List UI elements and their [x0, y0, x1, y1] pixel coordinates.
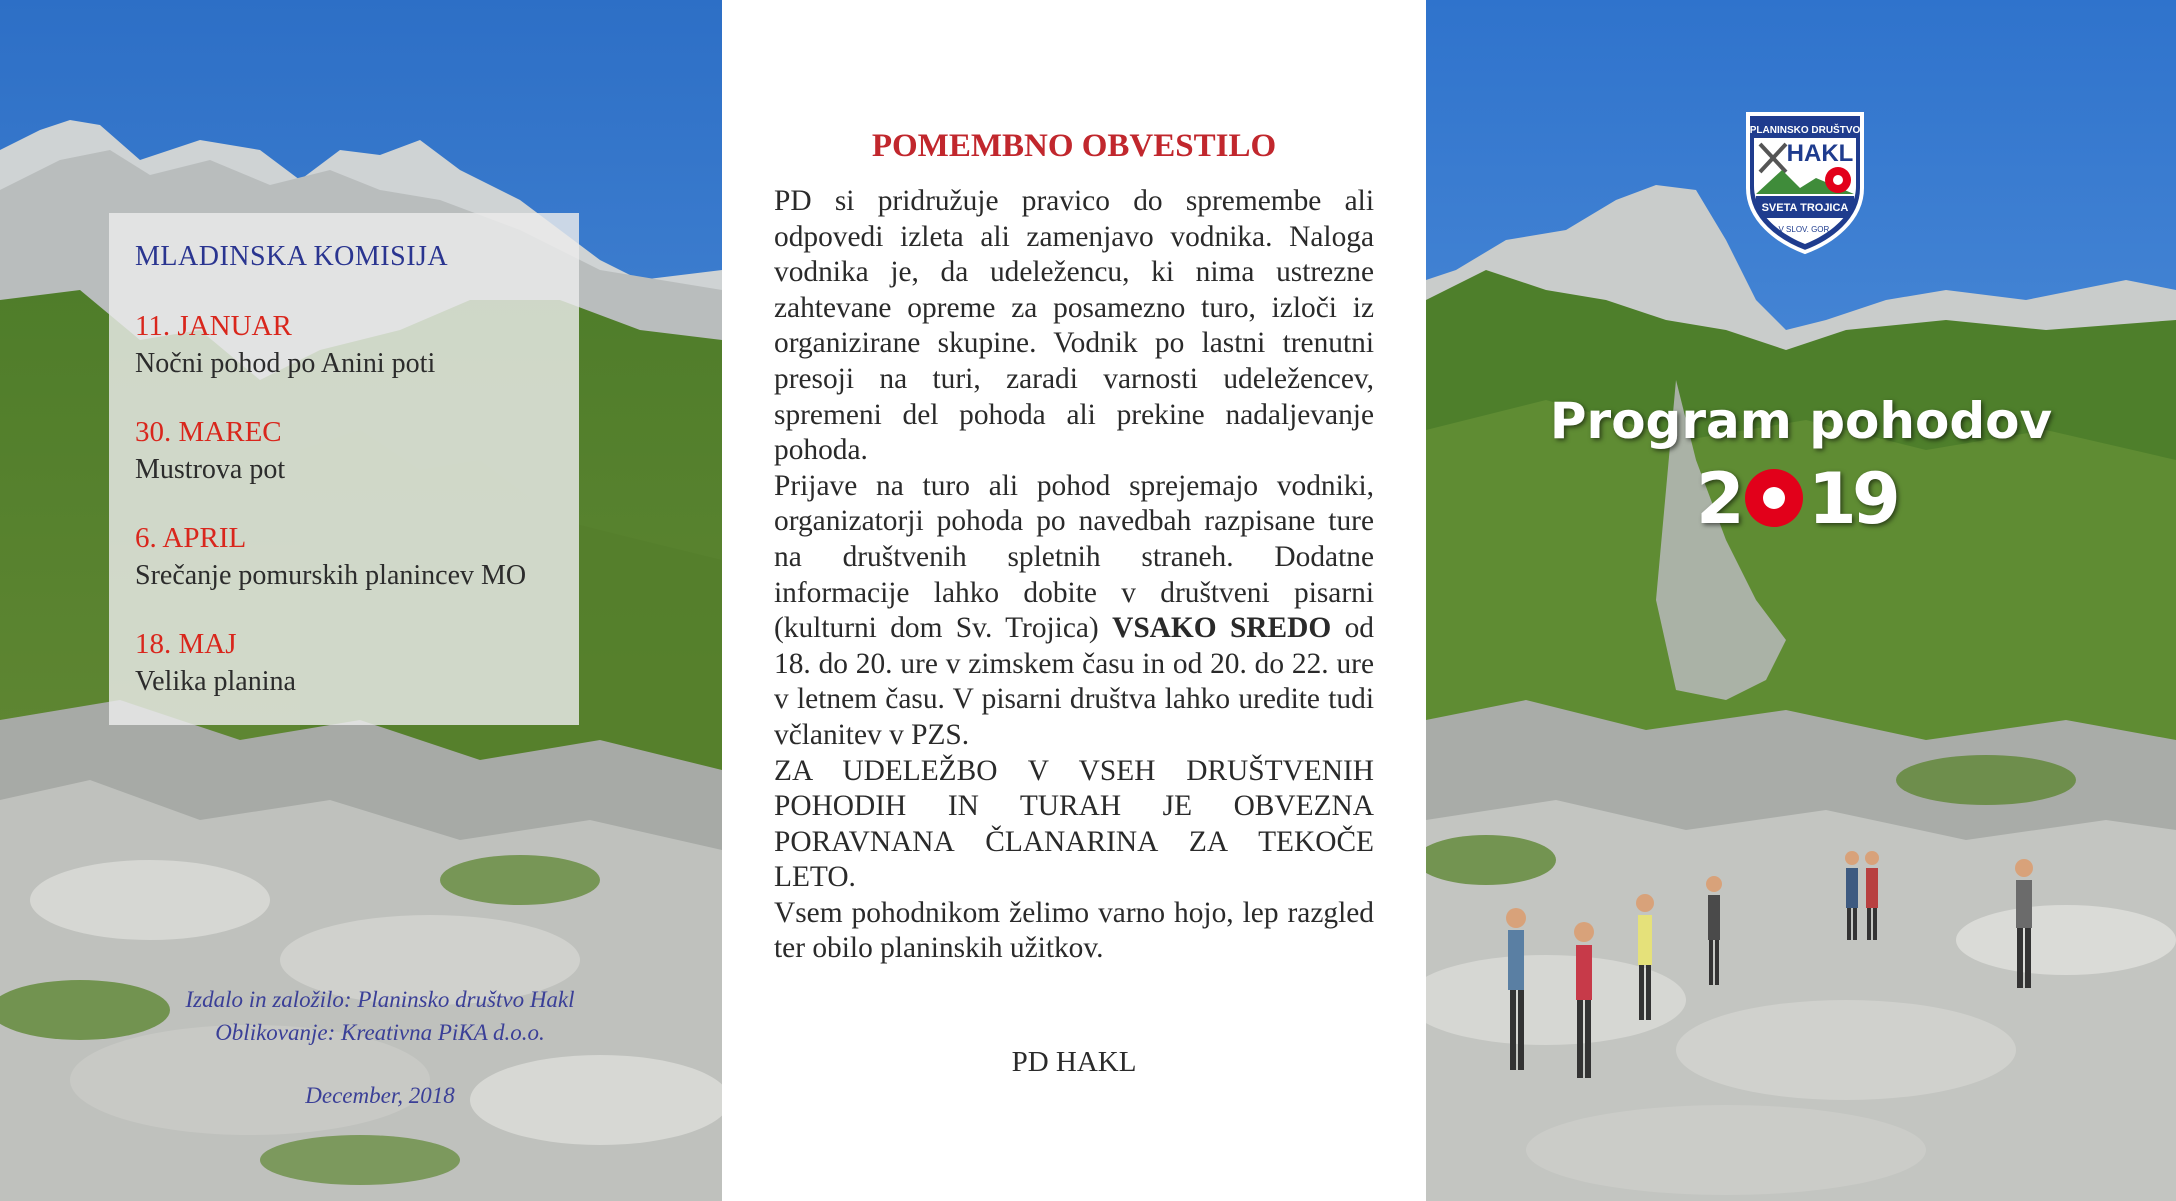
office-hours-emphasis: VSAKO SREDO	[1112, 612, 1332, 645]
event-name: Nočni pohod po Anini poti	[135, 348, 436, 379]
logo-top-text: PLANINSKO DRUŠTVO	[1749, 125, 1861, 136]
event-date: 11. JANUAR	[135, 310, 292, 342]
event-name: Mustrova pot	[135, 454, 286, 485]
youth-commission-box	[109, 213, 579, 725]
logo-bottom-text: SVETA TROJICA	[1761, 202, 1849, 214]
year-zero-circle-icon	[1742, 466, 1806, 530]
year-digit: 9	[1852, 458, 1901, 540]
event-date: 30. MAREC	[135, 416, 282, 448]
notice-paragraph: PD si pridružuje pravico do spremembe ali odpovedi izleta ali zamenjavo vodnika. Naloga vodnika je, da udeležencu, ki nima ustrezne zahtevane opreme za posamezno turo, izloči iz organizirane skupine. Vodnik po lastni trenutni presoji na turi, zaradi varnosti udeležencev, spremeni del pohoda ali prekine nadaljevanje pohoda.	[774, 185, 1374, 467]
logo-name: HAKL	[1786, 140, 1854, 167]
notice-paragraph: Vsem pohodnikom želimo varno hojo, lep razgled ter obilo planinskih užitkov.	[774, 896, 1374, 965]
signature: PD HAKL	[1011, 1046, 1137, 1078]
notice-paragraph	[774, 469, 1374, 754]
notice-text: Prijave na turo ali pohod sprejemajo vodniki, organizatorji pohoda po navedbah razpisane ture na društvenih spletnih straneh. Dodatne informacije lahko dobite v društveni pisarni (kulturni dom Sv. Trojica)	[774, 469, 1374, 645]
notice-text: od 18. do 20. ure v zimskem času in od 20. do 22. ure v letnem času. V pisarni društva lahko uredite tudi včlanitev v PZS.	[774, 612, 1374, 751]
year-digit: 1	[1808, 458, 1857, 540]
middle-panel	[722, 0, 1426, 1201]
design-credit: Oblikovanje: Kreativna PiKA d.o.o.	[215, 1020, 545, 1045]
publication-date: December, 2018	[305, 1083, 455, 1108]
event-name: Velika planina	[135, 666, 296, 697]
program-year	[1696, 458, 1936, 548]
right-panel	[1426, 0, 2176, 1201]
membership-requirement: ZA UDELEŽBO V VSEH DRUŠTVENIH POHODIH IN TURAH JE OBVEZNA PORAVNANA ČLANARINA ZA TEKOČE LETO.	[774, 754, 1374, 894]
notice-title: POMEMBNO OBVESTILO	[871, 128, 1277, 164]
section-title: MLADINSKA KOMISIJA	[135, 241, 449, 272]
left-panel	[0, 0, 722, 1201]
notice-body	[774, 184, 1374, 967]
event-date: 6. APRIL	[135, 522, 247, 554]
event-date: 18. MAJ	[135, 628, 237, 660]
logo-bottom-subtext: V SLOV. GOR.	[1778, 225, 1832, 234]
program-title: Program pohodov	[1549, 392, 2053, 450]
hakl-logo	[1742, 108, 1868, 256]
year-digit: 2	[1696, 458, 1745, 540]
publisher-credit: Izdalo in založilo: Planinsko društvo Hakl	[185, 987, 575, 1012]
event-name: Srečanje pomurskih planincev MO	[135, 560, 527, 591]
